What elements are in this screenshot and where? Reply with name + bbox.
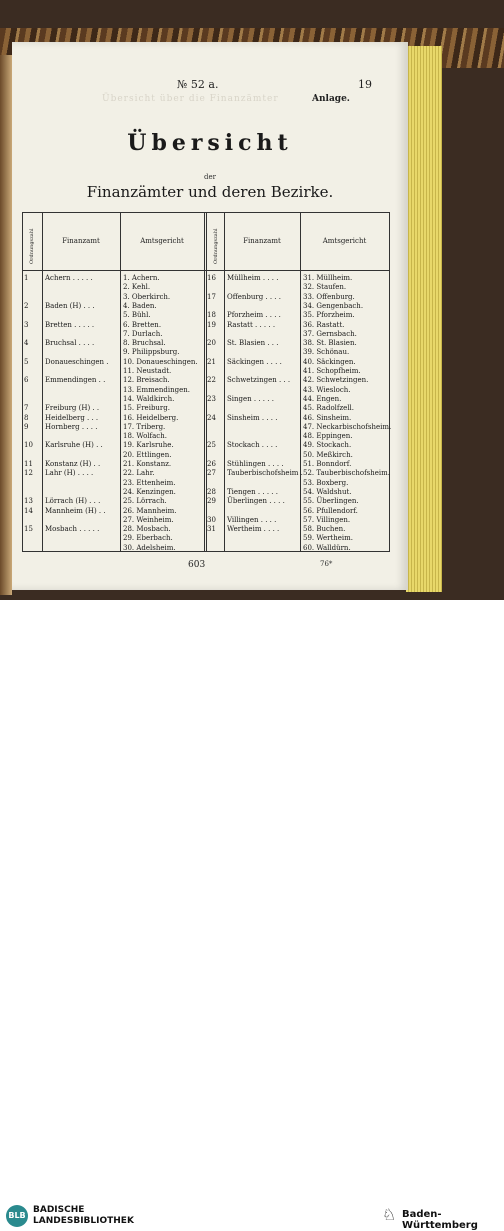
table-cell-amtsgericht: 17. Triberg. xyxy=(123,422,166,431)
page-subtitle: Finanzämter und deren Bezirke. xyxy=(86,183,334,201)
blb-line-2: LANDESBIBLIOTHEK xyxy=(33,1216,134,1226)
table-cell-nr: 24 xyxy=(207,413,216,422)
table-cell-finanzamt: Konstanz (H) . . xyxy=(45,460,101,468)
page-title: Übersicht xyxy=(127,130,293,156)
table-cell-amtsgericht: 30. Adelsheim. xyxy=(123,543,176,552)
table-cell-nr: 7 xyxy=(24,404,29,413)
table-cell-amtsgericht: 10. Donaueschingen. xyxy=(123,357,198,366)
header-finanzamt-right: Finanzamt xyxy=(243,237,281,245)
table-cell-nr: 23 xyxy=(207,394,216,403)
table-cell-nr: 11 xyxy=(24,460,33,468)
table-cell-amtsgericht: 46. Sinsheim. xyxy=(303,413,352,422)
table-border-left xyxy=(22,212,23,552)
table-cell-amtsgericht: 43. Wiesloch. xyxy=(303,385,351,394)
left-page-edge xyxy=(0,55,12,595)
table-cell-finanzamt: Emmendingen . . xyxy=(45,376,106,385)
signature-mark: 76* xyxy=(320,560,333,568)
table-cell-finanzamt: Heidelberg . . . xyxy=(45,413,99,422)
table-cell-amtsgericht: 7. Durlach. xyxy=(123,329,163,338)
table-cell-amtsgericht: 56. Pfullendorf. xyxy=(303,506,358,515)
coat-of-arms-icon: ♘ xyxy=(381,1205,397,1224)
table-cell-nr: 20 xyxy=(207,339,216,348)
table-cell-amtsgericht: 14. Waldkirch. xyxy=(123,394,175,403)
page-marker: № 52 a. xyxy=(177,78,219,91)
table-cell-nr: 21 xyxy=(207,357,216,366)
page-number: 19 xyxy=(358,78,372,91)
bleed-through-text: Übersicht über die Finanzämter xyxy=(102,94,279,104)
table-cell-nr: 19 xyxy=(207,320,216,329)
table-cell-nr: 8 xyxy=(24,413,29,422)
header-ordnungszahl-left: Ordnungszahl xyxy=(29,228,35,264)
table-col-divider xyxy=(42,212,43,552)
blb-name[interactable] xyxy=(33,1205,134,1227)
table-cell-finanzamt: Stühlingen . . . . xyxy=(227,460,284,468)
table-cell-amtsgericht: 32. Staufen. xyxy=(303,283,347,292)
table-cell-finanzamt: Wertheim . . . . xyxy=(227,525,280,534)
table-cell-amtsgericht: 1. Achern. xyxy=(123,274,160,282)
table-cell-nr: 9 xyxy=(24,422,29,431)
table-cell-amtsgericht: 57. Villingen. xyxy=(303,515,351,524)
table-col-divider xyxy=(224,212,225,552)
table-col-divider xyxy=(120,212,121,552)
table-cell-amtsgericht: 29. Eberbach. xyxy=(123,534,173,543)
table-cell-nr: 27 xyxy=(207,469,216,478)
table-cell-amtsgericht: 24. Kenzingen. xyxy=(123,487,176,496)
table-cell-amtsgericht: 59. Wertheim. xyxy=(303,534,354,543)
table-cell-finanzamt: Mosbach . . . . . xyxy=(45,525,100,534)
table-cell-amtsgericht: 5. Bühl. xyxy=(123,311,151,320)
table-cell-amtsgericht: 21. Konstanz. xyxy=(123,460,172,468)
table-cell-finanzamt: Singen . . . . . xyxy=(227,394,274,403)
table-cell-finanzamt: Villingen . . . . xyxy=(227,515,277,524)
table-cell-nr: 10 xyxy=(24,441,33,450)
table-cell-finanzamt: Tiengen . . . . . xyxy=(227,487,278,496)
table-cell-finanzamt: Achern . . . . . xyxy=(45,274,93,282)
table-cell-amtsgericht: 23. Ettenheim. xyxy=(123,478,176,487)
scanned-book-image xyxy=(0,0,504,600)
table-cell-amtsgericht: 41. Schopfheim. xyxy=(303,367,361,375)
table-cell-amtsgericht: 3. Oberkirch. xyxy=(123,292,171,301)
table-cell-finanzamt: Donaueschingen . xyxy=(45,357,109,366)
table-cell-amtsgericht: 39. Schönau. xyxy=(303,348,350,357)
table-cell-nr: 13 xyxy=(24,497,33,506)
table-cell-amtsgericht: 37. Gernsbach. xyxy=(303,329,357,338)
table-cell-amtsgericht: 16. Heidelberg. xyxy=(123,413,179,422)
table-cell-amtsgericht: 2. Kehl. xyxy=(123,283,151,292)
table-cell-amtsgericht: 15. Freiburg. xyxy=(123,404,170,413)
table-cell-nr: 2 xyxy=(24,301,29,310)
table-cell-finanzamt: Tauberbischofsheim . xyxy=(227,469,303,478)
table-cell-amtsgericht: 35. Pforzheim. xyxy=(303,311,355,320)
table-cell-amtsgericht: 27. Weinheim. xyxy=(123,515,174,524)
table-cell-finanzamt: Schwetzingen . . . xyxy=(227,376,291,385)
table-cell-amtsgericht: 50. Meßkirch. xyxy=(303,450,353,459)
table-cell-amtsgericht: 8. Bruchsal. xyxy=(123,339,166,348)
table-cell-nr: 15 xyxy=(24,525,33,534)
table-cell-finanzamt: Stockach . . . . xyxy=(227,441,278,450)
table-cell-nr: 25 xyxy=(207,441,216,450)
table-cell-finanzamt: Karlsruhe (H) . . xyxy=(45,441,103,450)
table-cell-amtsgericht: 54. Waldshut. xyxy=(303,487,352,496)
table-cell-amtsgericht: 31. Müllheim. xyxy=(303,274,353,282)
blb-logo-icon[interactable]: BLB xyxy=(6,1205,28,1227)
table-cell-amtsgericht: 38. St. Blasien. xyxy=(303,339,357,348)
table-cell-amtsgericht: 19. Karlsruhe. xyxy=(123,441,174,450)
table-cell-amtsgericht: 26. Mannheim. xyxy=(123,506,177,515)
footer-page-number: 603 xyxy=(188,560,206,570)
table-cell-amtsgericht: 20. Ettlingen. xyxy=(123,450,172,459)
table-cell-finanzamt: Rastatt . . . . . xyxy=(227,320,276,329)
table-cell-finanzamt: St. Blasien . . . xyxy=(227,339,279,348)
table-cell-nr: 31 xyxy=(207,525,216,534)
library-footer xyxy=(0,600,504,1231)
table-cell-amtsgericht: 45. Radolfzell. xyxy=(303,404,355,413)
table-cell-amtsgericht: 6. Bretten. xyxy=(123,320,162,329)
blb-line-1: BADISCHE xyxy=(33,1205,85,1215)
table-cell-amtsgericht: 11. Neustadt. xyxy=(123,367,172,375)
table-cell-nr: 29 xyxy=(207,497,216,506)
table-cell-amtsgericht: 25. Lörrach. xyxy=(123,497,167,506)
table-cell-nr: 12 xyxy=(24,469,33,478)
table-cell-amtsgericht: 47. Neckarbischofsheim. xyxy=(303,422,392,431)
table-cell-amtsgericht: 60. Walldürn. xyxy=(303,543,351,552)
header-amtsgericht-left: Amtsgericht xyxy=(140,237,184,245)
table-cell-amtsgericht: 18. Wolfach. xyxy=(123,432,167,441)
table-cell-nr: 4 xyxy=(24,339,29,348)
table-cell-amtsgericht: 22. Lahr. xyxy=(123,469,155,478)
table-cell-amtsgericht: 34. Gengenbach. xyxy=(303,301,364,310)
table-cell-finanzamt: Lörrach (H) . . . xyxy=(45,497,101,506)
table-col-divider xyxy=(300,212,301,552)
table-cell-amtsgericht: 48. Eppingen. xyxy=(303,432,353,441)
table-cell-nr: 28 xyxy=(207,487,216,496)
table-cell-nr: 14 xyxy=(24,506,33,515)
table-cell-nr: 1 xyxy=(24,274,29,282)
finanzamt-table xyxy=(22,212,390,552)
table-cell-amtsgericht: 53. Boxberg. xyxy=(303,478,349,487)
table-cell-amtsgericht: 36. Rastatt. xyxy=(303,320,345,329)
table-cell-nr: 6 xyxy=(24,376,29,385)
table-cell-amtsgericht: 52. Tauberbischofsheim. xyxy=(303,469,391,478)
table-cell-amtsgericht: 13. Emmendingen. xyxy=(123,385,190,394)
table-cell-nr: 30 xyxy=(207,515,216,524)
table-cell-finanzamt: Mannheim (H) . . xyxy=(45,506,106,515)
table-cell-amtsgericht: 49. Stockach. xyxy=(303,441,352,450)
table-cell-nr: 16 xyxy=(207,274,216,282)
table-cell-amtsgericht: 9. Philippsburg. xyxy=(123,348,180,357)
table-cell-finanzamt: Baden (H) . . . xyxy=(45,301,95,310)
table-cell-amtsgericht: 44. Engen. xyxy=(303,394,342,403)
table-cell-nr: 3 xyxy=(24,320,29,329)
table-border-right xyxy=(389,212,390,552)
anlage-label: Anlage. xyxy=(312,94,350,104)
book-page xyxy=(12,42,408,590)
title-connector: der xyxy=(204,173,216,181)
table-cell-finanzamt: Säckingen . . . . xyxy=(227,357,282,366)
table-cell-finanzamt: Bruchsal . . . . xyxy=(45,339,95,348)
table-cell-finanzamt: Pforzheim . . . . xyxy=(227,311,281,320)
table-cell-amtsgericht: 55. Überlingen. xyxy=(303,497,359,506)
table-cell-finanzamt: Hornberg . . . . xyxy=(45,422,98,431)
table-cell-finanzamt: Lahr (H) . . . . xyxy=(45,469,94,478)
table-cell-nr: 5 xyxy=(24,357,29,366)
table-cell-finanzamt: Sinsheim . . . . xyxy=(227,413,278,422)
table-cell-amtsgericht: 51. Bonndorf. xyxy=(303,460,352,468)
table-cell-finanzamt: Freiburg (H) . . xyxy=(45,404,100,413)
table-cell-amtsgericht: 58. Buchen. xyxy=(303,525,346,534)
table-cell-amtsgericht: 12. Breisach. xyxy=(123,376,170,385)
table-cell-finanzamt: Müllheim . . . . xyxy=(227,274,279,282)
table-cell-finanzamt: Überlingen . . . . xyxy=(227,497,285,506)
table-cell-amtsgericht: 42. Schwetzingen. xyxy=(303,376,369,385)
header-finanzamt-left: Finanzamt xyxy=(62,237,100,245)
gilt-fore-edge xyxy=(406,46,442,592)
table-cell-nr: 26 xyxy=(207,460,216,468)
bw-name[interactable]: Baden-Württemberg xyxy=(402,1209,478,1231)
table-cell-amtsgericht: 28. Mosbach. xyxy=(123,525,171,534)
table-cell-finanzamt: Bretten . . . . . xyxy=(45,320,95,329)
table-cell-finanzamt: Offenburg . . . . xyxy=(227,292,281,301)
table-cell-nr: 18 xyxy=(207,311,216,320)
table-cell-amtsgericht: 33. Offenburg. xyxy=(303,292,355,301)
header-ordnungszahl-right: Ordnungszahl xyxy=(213,228,219,264)
table-cell-nr: 17 xyxy=(207,292,216,301)
table-cell-amtsgericht: 4. Baden. xyxy=(123,301,157,310)
table-cell-amtsgericht: 40. Säckingen. xyxy=(303,357,356,366)
table-cell-nr: 22 xyxy=(207,376,216,385)
header-amtsgericht-right: Amtsgericht xyxy=(322,237,367,245)
